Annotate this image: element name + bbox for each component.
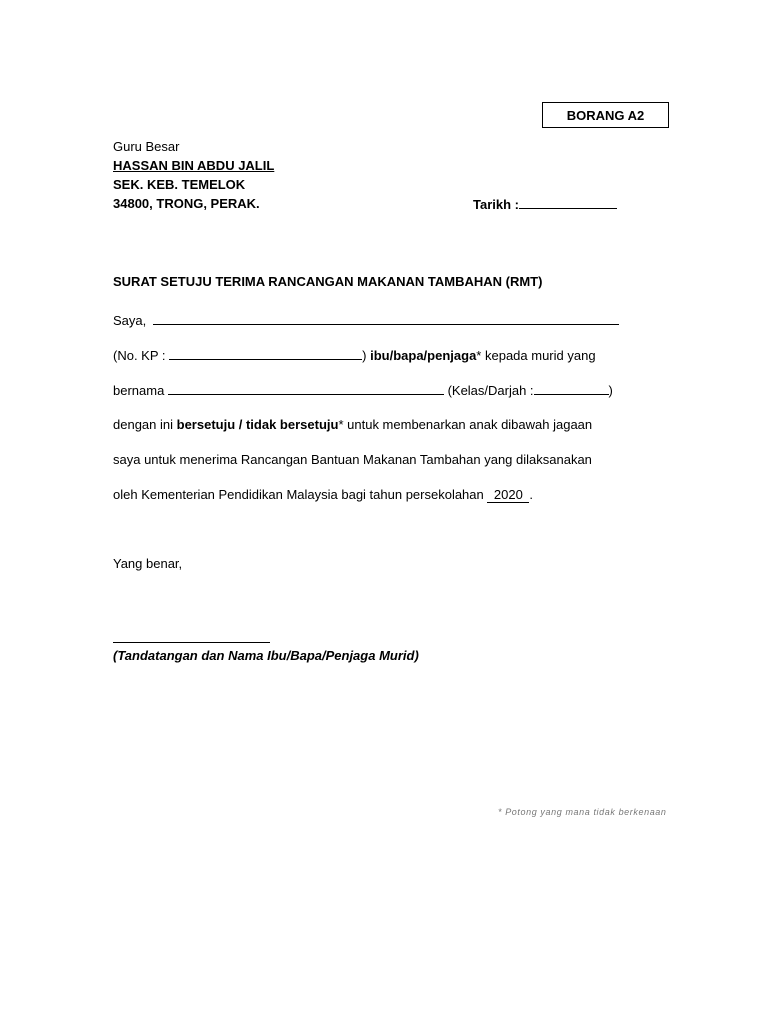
saya-label: Saya, bbox=[113, 313, 147, 328]
no-kp-close: ) bbox=[362, 348, 367, 363]
form-code-box bbox=[542, 102, 669, 128]
bernama-label: bernama bbox=[113, 383, 165, 398]
date-field bbox=[473, 196, 617, 213]
recipient-title: Guru Besar bbox=[113, 139, 180, 154]
body-line-6 bbox=[113, 487, 533, 503]
consent-options: bersetuju / tidak bersetuju bbox=[176, 417, 339, 432]
dengan-ini-text: dengan ini bbox=[113, 417, 173, 432]
student-name-blank[interactable] bbox=[168, 382, 444, 395]
line6-text: oleh Kementerian Pendidikan Malaysia bagi tahun persekolahan bbox=[113, 487, 484, 502]
to-student-text: kepada murid yang bbox=[484, 348, 596, 363]
kelas-blank[interactable] bbox=[534, 382, 609, 395]
body-line-3 bbox=[113, 382, 613, 399]
line6-period: . bbox=[529, 487, 533, 502]
footnote: * Potong yang mana tidak berkenaan bbox=[498, 807, 667, 817]
parent-role: ibu/bapa/penjaga bbox=[370, 348, 477, 363]
recipient-school: SEK. KEB. TEMELOK bbox=[113, 177, 246, 192]
body-line-2 bbox=[113, 347, 596, 364]
body-line-4 bbox=[113, 417, 592, 433]
signature-line[interactable] bbox=[113, 642, 270, 643]
body-line-5: saya untuk menerima Rancangan Bantuan Makanan Tambahan yang dilaksanakan bbox=[113, 452, 592, 467]
kelas-close: ) bbox=[608, 383, 613, 398]
letter-subject: SURAT SETUJU TERIMA RANCANGAN MAKANAN TAMBAHAN (RMT) bbox=[113, 274, 543, 289]
form-code: BORANG A2 bbox=[566, 107, 645, 123]
no-kp-label: (No. KP : bbox=[113, 348, 166, 363]
parent-name-blank[interactable] bbox=[153, 312, 619, 325]
closing: Yang benar, bbox=[113, 556, 183, 571]
date-label: Tarikh : bbox=[473, 197, 519, 212]
body-line-1 bbox=[113, 312, 619, 329]
date-blank[interactable] bbox=[519, 196, 617, 209]
signature-caption: (Tandatangan dan Nama Ibu/Bapa/Penjaga Murid) bbox=[113, 648, 419, 663]
recipient-name: HASSAN BIN ABDU JALIL bbox=[113, 158, 275, 173]
no-kp-blank[interactable] bbox=[169, 347, 362, 360]
consent-asterisk: * bbox=[338, 417, 344, 432]
school-year: 2020 bbox=[487, 488, 529, 503]
role-asterisk: * bbox=[476, 348, 482, 363]
kelas-label: (Kelas/Darjah : bbox=[447, 383, 534, 398]
recipient-address: 34800, TRONG, PERAK. bbox=[113, 196, 260, 211]
consent-rest-text: untuk membenarkan anak dibawah jagaan bbox=[347, 417, 593, 432]
